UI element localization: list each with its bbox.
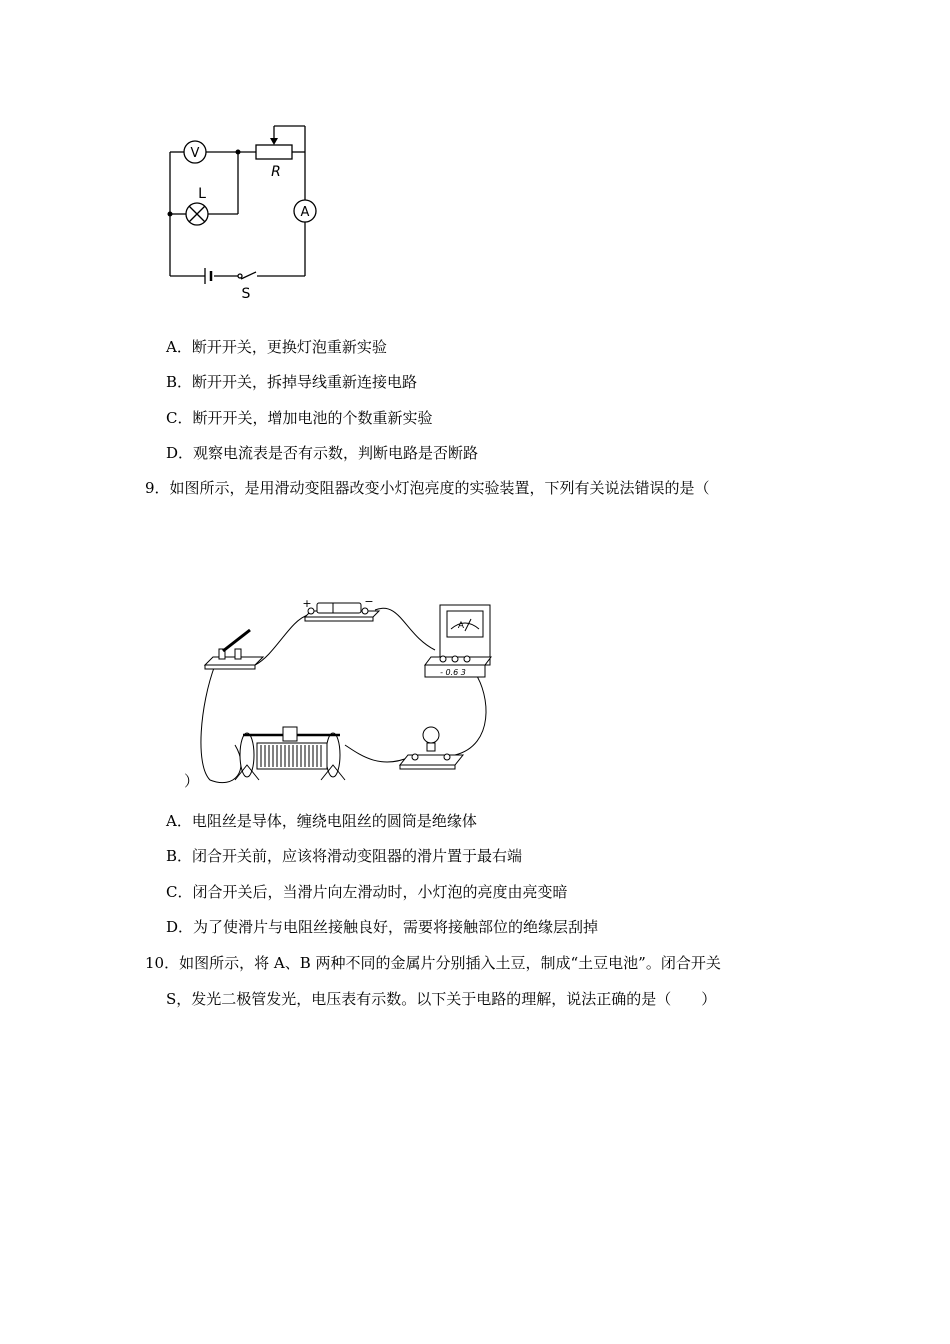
- q8-option-d: D．观察电流表是否有示数，判断电路是否断路: [166, 444, 479, 462]
- q9-option-c: C．闭合开关后，当滑片向左滑动时，小灯泡的亮度由亮变暗: [166, 883, 568, 901]
- resistor-label: R: [271, 164, 281, 180]
- q8-circuit-diagram: [160, 118, 330, 303]
- q8-option-a: A．断开开关，更换灯泡重新实验: [166, 338, 387, 356]
- q9-option-d: D．为了使滑片与电阻丝接触良好，需要将接触部位的绝缘层刮掉: [166, 918, 599, 936]
- battery-plus-label: +: [302, 597, 312, 610]
- switch-label: S: [241, 286, 251, 302]
- q8-option-c: C．断开开关，增加电池的个数重新实验: [166, 409, 433, 427]
- q9-option-b: B．闭合开关前，应该将滑动变阻器的滑片置于最右端: [166, 847, 523, 865]
- q10-stem-line2: S，发光二极管发光，电压表有示数。以下关于电路的理解，说法正确的是（ ）: [166, 990, 717, 1008]
- q9-stem-close: ）: [184, 772, 200, 790]
- battery-minus-label: −: [364, 595, 374, 608]
- q9-stem: 9．如图所示，是用滑动变阻器改变小灯泡亮度的实验装置，下列有关说法错误的是（: [145, 479, 710, 497]
- ammeter-face-label: A: [457, 621, 465, 631]
- voltmeter-label: V: [190, 146, 200, 161]
- q8-option-b: B．断开开关，拆掉导线重新连接电路: [166, 373, 418, 391]
- q10-stem-line1: 10．如图所示，将 A、B 两种不同的金属片分别插入土豆，制成“土豆电池”。闭合开关: [145, 954, 721, 972]
- ammeter-scale-label: - 0.6 3: [440, 668, 466, 677]
- lamp-label: L: [198, 186, 206, 202]
- q9-apparatus-diagram: [195, 595, 500, 795]
- ammeter-label: A: [300, 205, 310, 220]
- q9-option-a: A．电阻丝是导体，缠绕电阻丝的圆筒是绝缘体: [166, 812, 477, 830]
